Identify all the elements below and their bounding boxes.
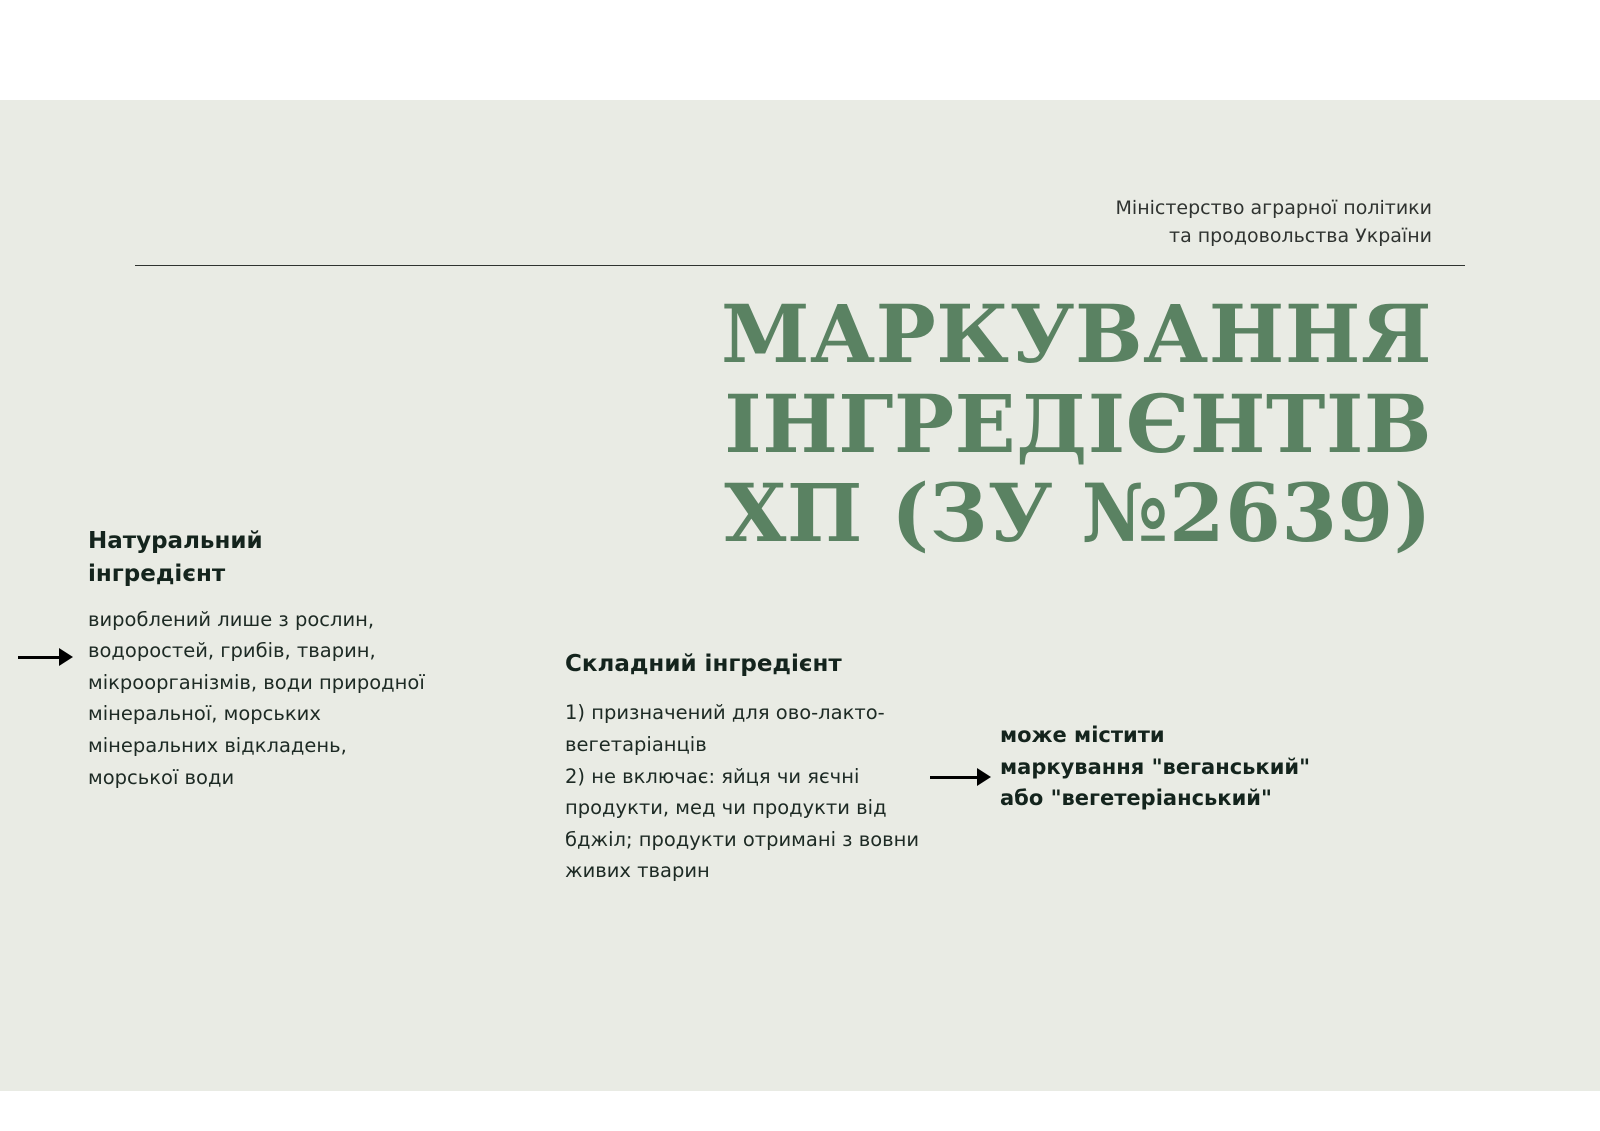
arrow-right-icon-vegan <box>930 768 991 786</box>
natural-ingredient-heading <box>88 525 443 592</box>
complex-ingredient-item-2: 2) не включає: яйця чи яєчні продукти, мед чи продукти від бджіл; продукти отримані з вовни живих тварин <box>565 764 920 883</box>
complex-ingredient-block <box>565 648 930 887</box>
arrow-shaft <box>930 776 978 779</box>
organization-name-line-2: та продовольства України <box>1169 224 1432 247</box>
arrow-shaft <box>18 656 60 659</box>
organization-name <box>1116 195 1432 250</box>
page-title <box>432 287 1432 561</box>
natural-ingredient-heading-line-1: Натуральний <box>88 528 263 554</box>
vegan-marking-line-2: маркування "веганський" <box>1000 754 1311 779</box>
natural-ingredient-block <box>88 525 443 793</box>
vegan-marking-line-3: або "вегетеріанський" <box>1000 786 1272 810</box>
natural-ingredient-heading-line-2: інгредієнт <box>88 561 226 588</box>
page-title-line-1: МАРКУВАННЯ <box>720 287 1432 381</box>
arrow-head <box>59 648 73 666</box>
organization-name-line-1: Міністерство аграрної політики <box>1115 197 1432 219</box>
arrow-head <box>977 768 991 786</box>
natural-ingredient-body: вироблений лише з рослин, водоростей, грибів, тварин, мікроорганізмів, води природної мінеральної, морських мінеральних відкладень, морської води <box>88 607 425 789</box>
vegan-marking-note <box>1000 720 1360 815</box>
header-divider <box>135 265 1465 266</box>
page-title-line-2: ІНГРЕДІЄНТІВ <box>724 376 1432 471</box>
slide-canvas <box>0 100 1600 1091</box>
vegan-marking-line-1: може містити <box>1000 723 1165 747</box>
complex-ingredient-item-1: 1) призначений для ово-лакто-вегетаріанців <box>565 701 885 756</box>
arrow-right-icon-natural <box>18 648 73 666</box>
page-title-line-3: ХП (ЗУ №2639) <box>724 466 1432 561</box>
complex-ingredient-heading: Складний інгредієнт <box>565 651 842 677</box>
